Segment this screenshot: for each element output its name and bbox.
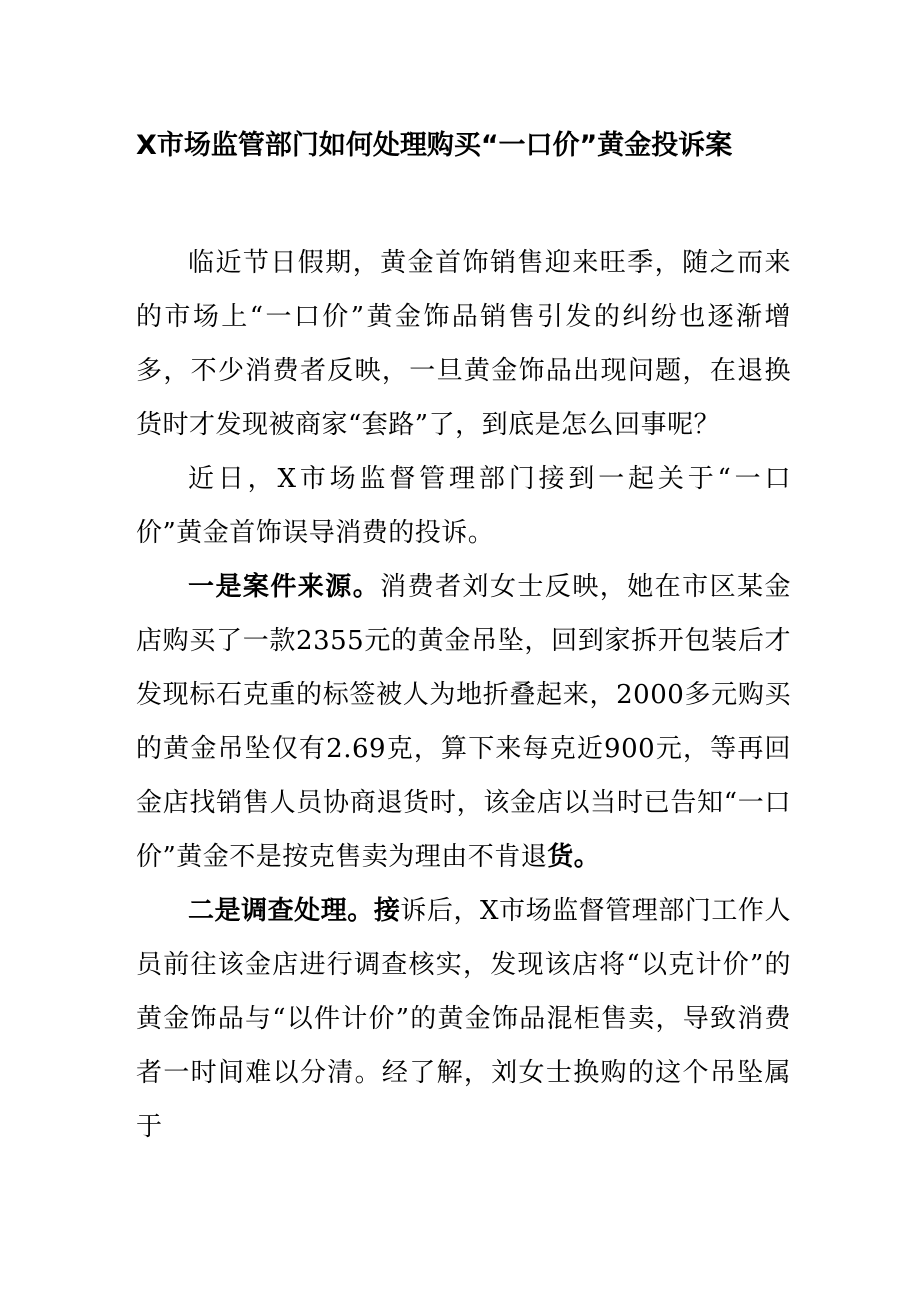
paragraph-complaint-text: 近日，X市场监督管理部门接到一起关于“一口价”黄金首饰误导消费的投诉。 <box>136 464 791 548</box>
investigation-heading-extra: 接 <box>373 896 401 926</box>
paragraph-intro-text: 临近节日假期，黄金首饰销售迎来旺季，随之而来的市场上“一口价”黄金饰品销售引发的纠纷也逐渐增多，不少消费者反映，一旦黄金饰品出现问题，在退换货时才发现被商家“套路”了，到底是怎么回事呢？ <box>136 248 791 440</box>
investigation-text: 诉后，X市场监督管理部门工作人员前往该金店进行调查核实，发现该店将“以克计价”的黄金饰品与“以件计价”的黄金饰品混柜售卖，导致消费者一时间难以分清。经了解，刘女士换购的这个吊坠属于 <box>136 896 791 1142</box>
case-source-heading: 一是案件来源。 <box>188 572 381 602</box>
paragraph-investigation <box>136 884 791 1154</box>
paragraph-case-source <box>136 560 791 884</box>
case-source-text: 消费者刘女士反映，她在市区某金店购买了一款2355元的黄金吊坠，回到家拆开包装后才发现标石克重的标签被人为地折叠起来，2000多元购买的黄金吊坠仅有2.69克，算下来每克近900元，等再回金店找销售人员协商退货时，该金店以当时已告知“一口价”黄金不是按克售卖为理由不肯退 <box>136 572 791 872</box>
document-title: X市场监管部门如何处理购买“一口价”黄金投诉案 <box>136 130 733 161</box>
case-source-tail: 货。 <box>547 842 601 872</box>
document-body <box>136 236 791 1154</box>
paragraph-intro <box>136 236 791 452</box>
investigation-heading: 二是调查处理。 <box>188 896 374 926</box>
paragraph-complaint <box>136 452 791 560</box>
